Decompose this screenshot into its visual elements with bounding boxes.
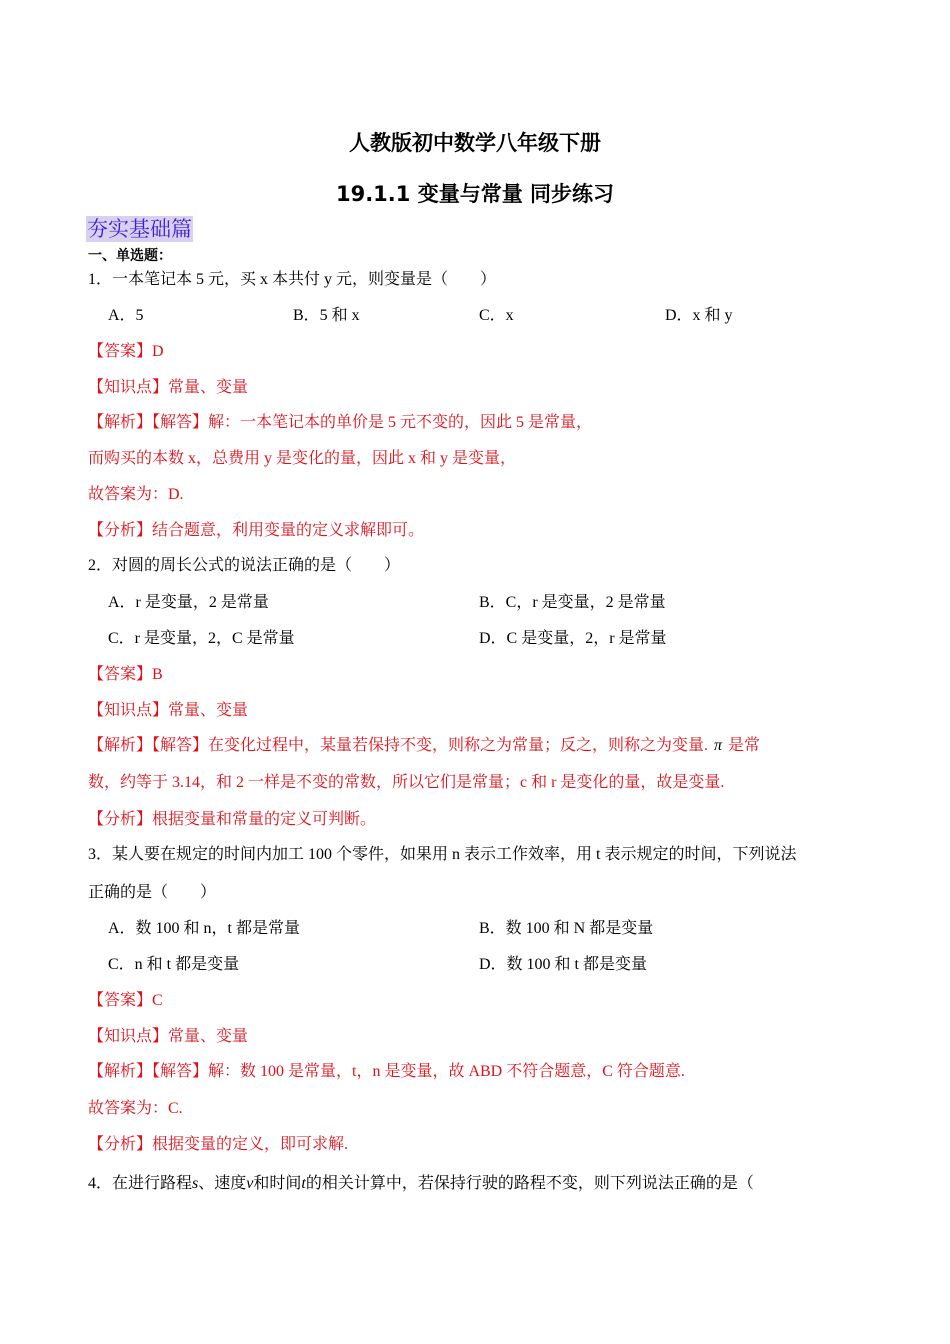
question-2-analysis-line: [88, 736, 760, 756]
question-1-analysis-line: 故答案为：D.: [88, 486, 184, 503]
question-4-stem: [88, 1174, 754, 1194]
question-2-option-b: B．C，r 是变量，2 是常量: [479, 594, 666, 611]
question-1-answer: 【答案】D: [88, 343, 164, 360]
question-2-stem: 2．对圆的周长公式的说法正确的是（ ）: [88, 557, 401, 574]
question-3-option-a: A．数 100 和 n，t 都是常量: [108, 920, 301, 937]
question-3-analysis-line: 【解析】【解答】解：数 100 是常量，t，n 是变量，故 ABD 不符合题意，C 符合题意.: [88, 1063, 685, 1080]
question-1-option-b: B．5 和 x: [293, 307, 360, 324]
variable-v: v: [246, 1175, 254, 1192]
question-1-option-c: C．x: [479, 307, 514, 324]
question-2-analysis-text: 【解析】【解答】在变化过程中，某量若保持不变，则称之为常量；反之，则称之为变量.: [88, 737, 709, 754]
subsection-heading: 一、单选题：: [88, 248, 172, 264]
question-1-stem: 1．一本笔记本 5 元，买 x 本共付 y 元，则变量是（ ）: [88, 271, 497, 288]
question-3-analysis-line: 故答案为：C.: [88, 1100, 183, 1117]
question-4-stem-text: 4．在进行路程: [88, 1175, 193, 1192]
question-1-analysis-line: 【解析】【解答】解：一本笔记本的单价是 5 元不变的，因此 5 是常量，: [88, 414, 593, 431]
question-3-option-b: B．数 100 和 N 都是变量: [479, 920, 654, 937]
question-2-analysis-text-end: 是常: [728, 737, 761, 754]
question-1-knowledge: 【知识点】常量、变量: [88, 379, 249, 396]
question-3-stem-line: 正确的是（ ）: [88, 884, 217, 901]
question-3-comment: 【分析】根据变量的定义，即可求解.: [88, 1136, 349, 1153]
variable-t: t: [301, 1175, 306, 1192]
document-subtitle: 19.1.1 变量与常量 同步练习: [335, 182, 615, 206]
section-heading: 夯实基础篇: [87, 217, 192, 241]
question-3-option-c: C．n 和 t 都是变量: [108, 956, 240, 973]
question-2-option-c: C．r 是变量，2，C 是常量: [108, 630, 295, 647]
question-2-knowledge: 【知识点】常量、变量: [88, 702, 249, 719]
variable-s: s: [192, 1175, 199, 1192]
question-4-stem-text: 和时间: [253, 1175, 302, 1192]
question-4-stem-text: 、速度: [198, 1175, 247, 1192]
question-3-answer: 【答案】C: [88, 992, 163, 1009]
question-1-analysis-line: 而购买的本数 x，总费用 y 是变化的量，因此 x 和 y 是变量，: [88, 450, 517, 467]
question-2-comment: 【分析】根据变量和常量的定义可判断。: [88, 811, 377, 828]
question-2-option-d: D．C 是变量，2，r 是常量: [479, 630, 667, 647]
question-1-comment: 【分析】结合题意，利用变量的定义求解即可。: [88, 522, 425, 539]
question-1-option-a: A．5: [108, 307, 144, 324]
question-1-option-d: D．x 和 y: [665, 307, 733, 324]
question-3-option-d: D．数 100 和 t 都是变量: [479, 956, 648, 973]
question-3-knowledge: 【知识点】常量、变量: [88, 1028, 249, 1045]
question-2-analysis-line: 数，约等于 3.14，和 2 一样是不变的常数，所以它们是常量；c 和 r 是变化的量，故是变量.: [88, 774, 725, 791]
question-2-answer: 【答案】B: [88, 666, 163, 683]
pi-symbol: π: [714, 737, 723, 754]
question-3-stem-line: 3．某人要在规定的时间内加工 100 个零件，如果用 n 表示工作效率，用 t 表示规定的时间，下列说法: [88, 846, 797, 863]
document-title: 人教版初中数学八年级下册: [349, 131, 601, 155]
question-2-option-a: A．r 是变量，2 是常量: [108, 594, 269, 611]
question-4-stem-text: 的相关计算中，若保持行驶的路程不变，则下列说法正确的是（: [305, 1175, 754, 1192]
